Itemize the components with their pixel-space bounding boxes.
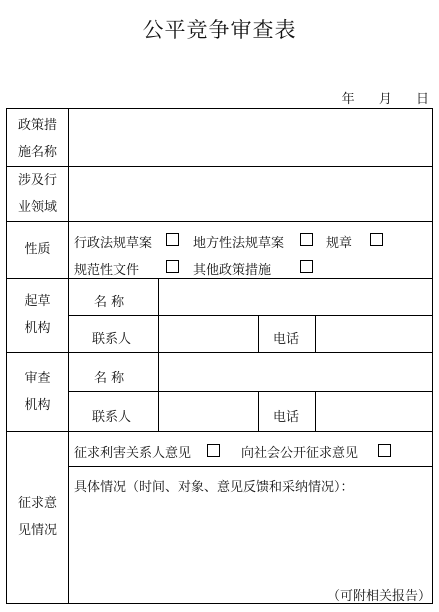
drafting-phone-label: 电话 — [273, 332, 300, 347]
review-org-label: 审查 机构 — [24, 371, 51, 413]
attach-report-note: （可附相关报告） — [327, 589, 432, 604]
month-label: 月 — [378, 92, 392, 107]
row-divider — [7, 166, 432, 167]
nature-label: 性质 — [24, 242, 51, 257]
rules-label: 规章 — [326, 236, 353, 251]
stakeholder-opinion-label: 征求利害关系人意见 — [74, 446, 192, 461]
review-name-label: 名 称 — [94, 371, 125, 386]
drafting-contact-label: 联系人 — [92, 332, 132, 347]
day-label: 日 — [415, 92, 429, 107]
other-policy-label: 其他政策措施 — [193, 263, 272, 278]
other-policy-checkbox[interactable] — [300, 260, 313, 273]
date-line — [336, 88, 429, 107]
industry-label: 涉及行 业领域 — [17, 173, 57, 215]
normative-doc-checkbox[interactable] — [166, 260, 179, 273]
public-opinion-label: 向社会公开征求意见 — [241, 446, 359, 461]
column-divider — [315, 391, 316, 431]
column-divider — [158, 278, 159, 431]
drafting-org-label: 起草 机构 — [24, 294, 51, 336]
column-divider — [258, 391, 259, 431]
page-title: 公平竞争审查表 — [142, 18, 297, 42]
local-regulation-checkbox[interactable] — [300, 233, 313, 246]
review-phone-label: 电话 — [273, 410, 300, 425]
stakeholder-opinion-checkbox[interactable] — [207, 444, 220, 457]
opinions-label: 征求意 见情况 — [17, 496, 57, 538]
rules-checkbox[interactable] — [370, 233, 383, 246]
admin-regulation-label: 行政法规草案 — [74, 236, 153, 251]
admin-regulation-checkbox[interactable] — [166, 233, 179, 246]
normative-doc-label: 规范性文件 — [74, 263, 140, 278]
row-divider — [7, 352, 432, 353]
review-form-table — [6, 108, 433, 604]
review-contact-label: 联系人 — [92, 410, 132, 425]
row-divider — [68, 315, 432, 316]
details-label: 具体情况（时间、对象、意见反馈和采纳情况）： — [74, 480, 354, 495]
row-divider — [68, 466, 432, 467]
drafting-name-label: 名 称 — [94, 295, 125, 310]
row-divider — [7, 431, 432, 432]
row-divider — [68, 391, 432, 392]
column-divider — [258, 315, 259, 352]
row-divider — [7, 278, 432, 279]
policy-name-label: 政策措 施名称 — [17, 118, 57, 160]
local-regulation-label: 地方性法规草案 — [193, 236, 285, 251]
column-divider — [68, 109, 69, 603]
year-label: 年 — [341, 92, 355, 107]
column-divider — [315, 315, 316, 352]
row-divider — [7, 221, 432, 222]
public-opinion-checkbox[interactable] — [378, 444, 391, 457]
